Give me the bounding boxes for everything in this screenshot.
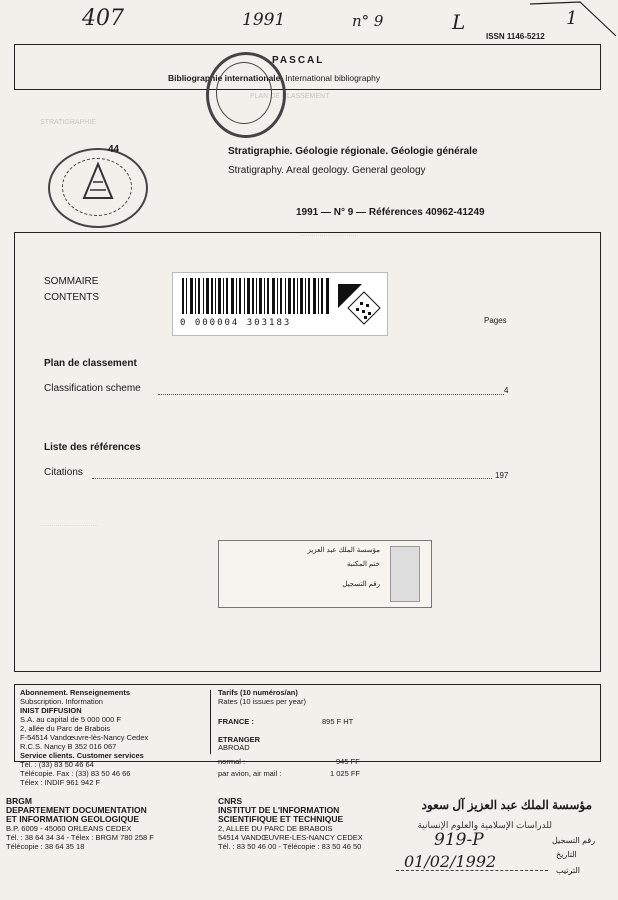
section-number: 44 xyxy=(108,144,120,155)
normal-price: 945 FF xyxy=(336,757,360,766)
inist-name: INIST DIFFUSION xyxy=(20,706,82,715)
registration-date: 01/02/1992 xyxy=(404,852,497,871)
round-stamp-inner xyxy=(216,62,272,124)
cnrs-inst2: SCIENTIFIQUE ET TECHNIQUE xyxy=(218,814,344,824)
stamp-emblem-icon xyxy=(80,160,116,204)
abonnement-title: Abonnement. Renseignements xyxy=(20,688,131,697)
leader-dots xyxy=(92,478,492,479)
registration-stamp-line: رقم التسجيل xyxy=(342,581,380,588)
barcode-icon xyxy=(182,278,332,314)
date-label: التاريخ xyxy=(556,850,577,859)
brgm-dept1: DEPARTEMENT DOCUMENTATION xyxy=(6,805,147,815)
subscription-label: Subscription. Information xyxy=(20,697,103,706)
footer-divider xyxy=(210,690,211,754)
france-price: 895 F HT xyxy=(322,717,354,726)
liste-title: Liste des références xyxy=(44,442,141,453)
pages-label: Pages xyxy=(484,316,507,325)
abroad-label: ABROAD xyxy=(218,743,250,752)
section-title-fr: Stratigraphie. Géologie régionale. Géologie générale xyxy=(228,146,478,157)
handwritten-mark: L xyxy=(452,10,466,34)
handwritten-issue: n° 9 xyxy=(352,12,384,30)
registration-number: 919-P xyxy=(434,830,484,850)
registration-stamp-line: ختم المكتبة xyxy=(346,561,380,568)
stamp-fold xyxy=(390,546,420,602)
inist-address1: 2, allée du Parc de Brabois xyxy=(20,724,111,733)
brgm-phone: Tél. : 38 64 34 34 - Télex : BRGM 780 258 F xyxy=(6,833,154,842)
telex: Télex : INDIF 961 942 F xyxy=(20,778,101,787)
handwritten-corner-number: 1 xyxy=(566,8,578,29)
inist-rcs: R.C.S. Nancy B 352 016 067 xyxy=(20,742,117,751)
section-title-en: Stratigraphy. Areal geology. General geology xyxy=(228,165,426,176)
issn: ISSN 1146-5212 xyxy=(486,32,545,41)
class-label: الترتيب xyxy=(556,866,580,875)
header-frame xyxy=(14,44,601,90)
foundation-studies: للدراسات الإسلامية والعلوم الإنسانية xyxy=(417,820,552,830)
cnrs-block xyxy=(218,797,388,851)
tarifs-title: Tarifs (10 numéros/an) xyxy=(218,688,298,697)
brgm-block xyxy=(6,797,206,851)
bleed-through-text: .............................. xyxy=(40,521,99,528)
classification-label: Classification scheme xyxy=(44,383,141,394)
foundation-name: مؤسسة الملك عبد العزيز آل سعود xyxy=(421,798,592,812)
normal-label: normal : xyxy=(218,757,246,766)
cnrs-name: CNRS xyxy=(218,796,243,806)
cnrs-address1: 2, ALLEE DU PARC DE BRABOIS xyxy=(218,824,333,833)
handwritten-year: 1991 xyxy=(242,10,286,30)
brgm-address: B.P. 6009 - 45060 ORLEANS CEDEX xyxy=(6,824,132,833)
bleed-through-text: PLAN DE CLASSEMENT xyxy=(250,93,330,100)
fax: Télécopie. Fax : (33) 83 50 46 66 xyxy=(20,769,131,778)
bibliography-en: International bibliography xyxy=(285,73,381,83)
bleed-through-text: STRATIGRAPHIE xyxy=(40,119,96,126)
handwritten-number: 407 xyxy=(82,6,124,31)
brgm-dept2: ET INFORMATION GEOLOGIQUE xyxy=(6,814,140,824)
citations-page: 197 xyxy=(495,471,509,480)
rates-label: Rates (10 issues per year) xyxy=(218,697,306,706)
stamp-underline xyxy=(396,870,548,871)
brgm-fax: Télécopie : 38 64 35 18 xyxy=(6,842,85,851)
avion-price: 1 025 FF xyxy=(330,769,361,778)
france-label: FRANCE : xyxy=(218,717,254,726)
barcode-digits: 0 000004 303183 xyxy=(180,318,292,328)
registration-stamp-line: مؤسسة الملك عبد العزيز xyxy=(307,547,380,554)
phone: Tél. : (33) 83 50 46 64 xyxy=(20,760,94,769)
subscription-block xyxy=(20,688,208,787)
bibliography-fr: Bibliographie internationale. xyxy=(168,73,283,83)
issue-line: 1991 — N° 9 — Références 40962-41249 xyxy=(296,207,485,218)
cnrs-phone: Tél. : 83 50 46 00 - Télécopie : 83 50 46 50 xyxy=(218,842,362,851)
contents-label: CONTENTS xyxy=(44,292,99,303)
pascal-title: PASCAL xyxy=(272,55,325,66)
citations-label: Citations xyxy=(44,467,83,478)
brgm-name: BRGM xyxy=(6,796,32,806)
leader-dots xyxy=(158,394,504,395)
service-clients: Service clients. Customer services xyxy=(20,751,144,760)
sommaire-label: SOMMAIRE xyxy=(44,276,99,287)
inist-capital: S.A. au capital de 5 000 000 F xyxy=(20,715,121,724)
cnrs-address2: 54514 VANDŒUVRE-LES-NANCY CEDEX xyxy=(218,833,363,842)
inist-address2: F-54514 Vandœuvre-lès-Nancy Cedex xyxy=(20,733,149,742)
registration-label: رقم التسجيل xyxy=(552,836,596,845)
classification-page: 4 xyxy=(504,386,509,395)
cnrs-inst1: INSTITUT DE L'INFORMATION xyxy=(218,805,340,815)
bleed-through-text: .............................. xyxy=(300,231,359,238)
avion-label: par avion, air mail : xyxy=(218,769,282,778)
tarifs-block xyxy=(218,688,398,706)
etranger-label: ETRANGER xyxy=(218,735,261,744)
plan-title: Plan de classement xyxy=(44,358,137,369)
logo-mark-icon xyxy=(338,284,382,328)
